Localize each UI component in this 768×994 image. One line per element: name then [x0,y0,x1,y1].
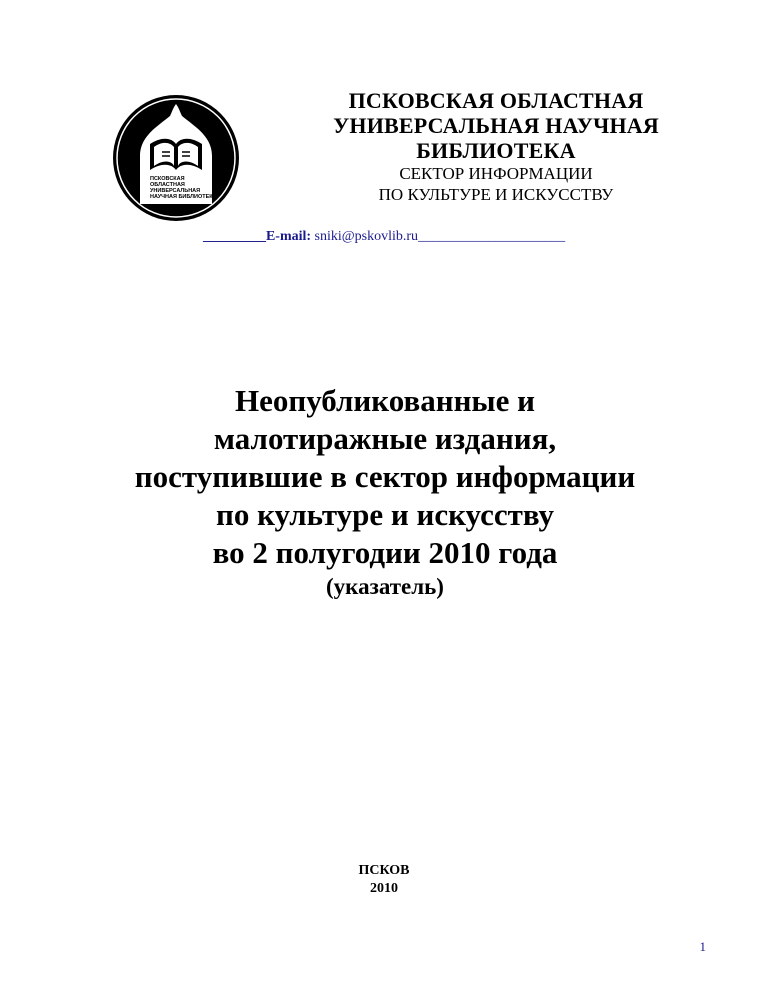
org-name-line-2: УНИВЕРСАЛЬНАЯ НАУЧНАЯ [333,113,659,138]
logo-text-3: УНИВЕРСАЛЬНАЯ [150,188,201,194]
email-trail-rule: _____________________ [418,229,566,244]
organization-header [296,88,696,205]
logo-text-2: ОБЛАСТНАЯ [150,182,185,188]
library-logo [110,92,242,224]
title-line-3: поступившие в сектор информации [134,459,636,494]
title-line-5: во 2 полугодии 2010 года [212,535,558,570]
sector-name-line-1: СЕКТОР ИНФОРМАЦИИ [399,164,593,183]
org-name-line-1: ПСКОВСКАЯ ОБЛАСТНАЯ [348,88,644,113]
email-label: E-mail: [265,229,312,244]
contact-email-line [0,228,768,246]
email-lead-rule: _________ [202,229,266,244]
title-line-4: по культуре и искусству [215,497,555,532]
title-line-2: малотиражные издания, [213,421,557,456]
logo-text-4: НАУЧНАЯ БИБЛИОТЕКА [150,194,217,200]
document-title [60,382,710,602]
org-name-line-3: БИБЛИОТЕКА [416,138,576,163]
publication-footer [0,862,768,898]
sector-name-line-2: ПО КУЛЬТУРЕ И ИСКУССТВУ [378,185,614,204]
logo-text-1: ПСКОВСКАЯ [150,176,185,182]
title-line-1: Неопубликованные и [234,383,536,418]
email-address-link[interactable]: sniki@pskovlib.ru [314,229,419,244]
publication-year: 2010 [370,881,398,896]
page-number: 1 [699,939,706,954]
document-subtitle: (указатель) [326,574,444,599]
publication-city: ПСКОВ [358,863,410,878]
